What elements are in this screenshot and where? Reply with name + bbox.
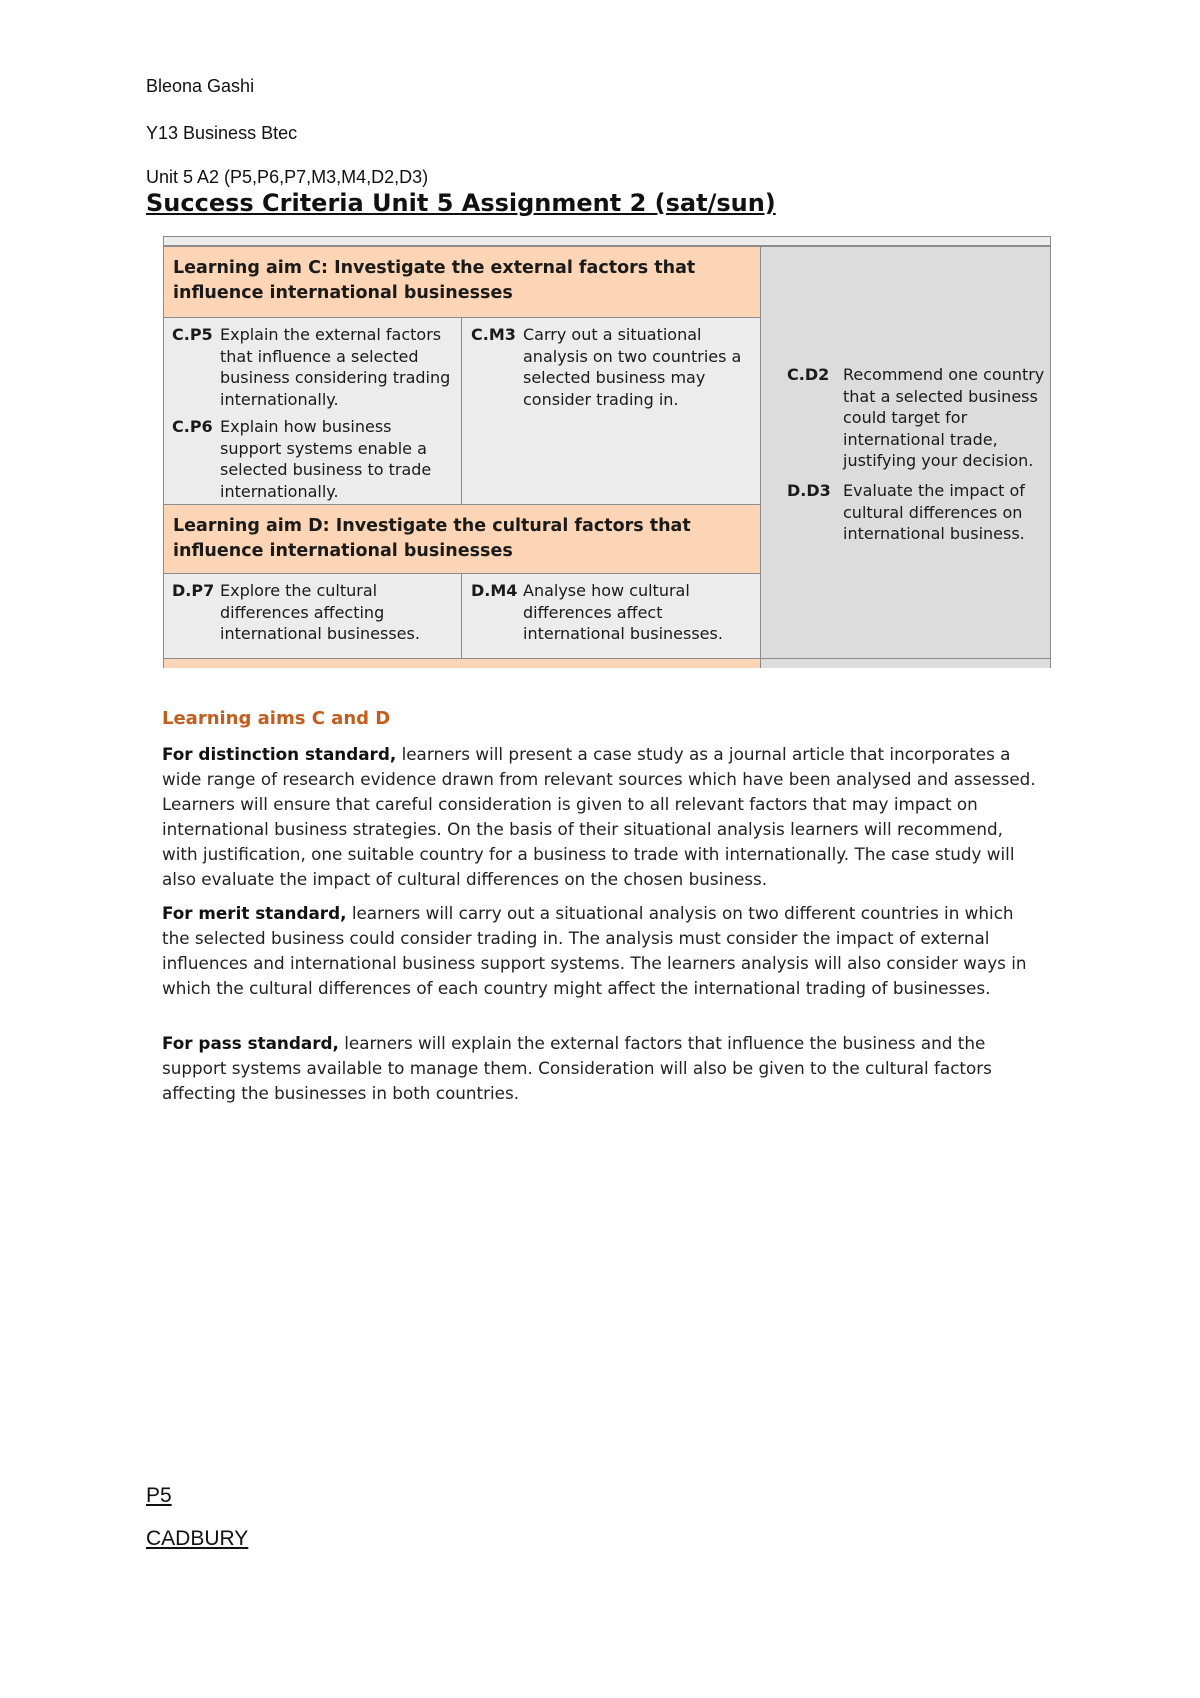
criterion-text: Explain the external factors that influence a selected business considering trading internationally.: [220, 325, 451, 409]
aim-d-merit-cell: [461, 573, 761, 660]
criterion-text: Explore the cultural differences affecting international businesses.: [220, 581, 420, 643]
unit-line: Unit 5 A2 (P5,P6,P7,M3,M4,D2,D3): [146, 167, 429, 187]
criterion-text: Explain how business support systems enable a selected business to trade internationally.: [220, 417, 432, 501]
criterion-code: C.D2: [787, 365, 830, 384]
table-top-strip: [163, 236, 1051, 246]
criterion-d-d3: [787, 480, 1045, 545]
distinction-column: [760, 246, 1051, 660]
merit-text: learners will carry out a situational analysis on two different countries in which the selected business could consider trading in. The analysis must consider the impact of external influences and international business support systems. The learners analysis will also consider ways in which the cultural differences of each country might affect the international trading of businesses.: [162, 903, 1027, 998]
pass-paragraph: [162, 1031, 1042, 1106]
table-cutoff-strip: [163, 658, 1051, 668]
aim-d-header: Learning aim D: Investigate the cultural factors that influence international businesses: [163, 504, 761, 574]
aim-c-header: Learning aim C: Investigate the external factors that influence international businesses: [163, 246, 761, 318]
criterion-code: D.M4: [471, 581, 518, 600]
aim-c-pass-cell: [163, 317, 462, 505]
criterion-text: Carry out a situational analysis on two countries a selected business may consider trading in.: [523, 325, 742, 409]
criterion-code: C.P5: [172, 325, 213, 344]
merit-label: For merit standard,: [162, 903, 347, 923]
distinction-paragraph: [162, 742, 1042, 892]
distinction-label: For distinction standard,: [162, 744, 397, 764]
author-name: Bleona Gashi: [146, 76, 255, 96]
course-name: Y13 Business Btec: [146, 123, 298, 143]
criterion-code: C.P6: [172, 417, 213, 436]
criterion-text: Recommend one country that a selected business could target for international trade, justifying your decision.: [843, 365, 1045, 470]
criterion-c-p6: [172, 416, 455, 502]
distinction-text: learners will present a case study as a journal article that incorporates a wide range of research evidence drawn from relevant sources which have been analysed and assessed. Learners will ensure that careful consideration is given to all relevant factors that may impact on international business strategies. On the basis of their situational analysis learners will recommend, with justification, one suitable country for a business to trade with internationally. The case study will also evaluate the impact of cultural differences on the chosen business.: [162, 744, 1036, 889]
page-title: Success Criteria Unit 5 Assignment 2 (sat/sun): [146, 189, 776, 217]
criterion-text: Analyse how cultural differences affect international businesses.: [523, 581, 723, 643]
pass-text: learners will explain the external factors that influence the business and the support systems available to manage them. Consideration will also be given to the cultural factors affecting the businesses in both countries.: [162, 1033, 992, 1103]
criterion-text: Evaluate the impact of cultural differences on international business.: [843, 481, 1025, 543]
criterion-d-p7: [172, 580, 455, 645]
criterion-code: D.P7: [172, 581, 215, 600]
criterion-d-m4: [471, 580, 755, 645]
aim-c-merit-cell: [461, 317, 761, 505]
section-p5-label: P5: [146, 1484, 172, 1507]
success-criteria-table: [163, 236, 1051, 668]
merit-paragraph: [162, 901, 1042, 1001]
criterion-code: D.D3: [787, 481, 831, 500]
criterion-code: C.M3: [471, 325, 516, 344]
learning-aims-heading: Learning aims C and D: [162, 708, 391, 729]
company-label: CADBURY: [146, 1527, 249, 1550]
criterion-c-p5: [172, 324, 455, 410]
pass-label: For pass standard,: [162, 1033, 339, 1053]
criterion-c-d2: [787, 364, 1045, 472]
aim-d-pass-cell: [163, 573, 462, 660]
criterion-c-m3: [471, 324, 755, 410]
